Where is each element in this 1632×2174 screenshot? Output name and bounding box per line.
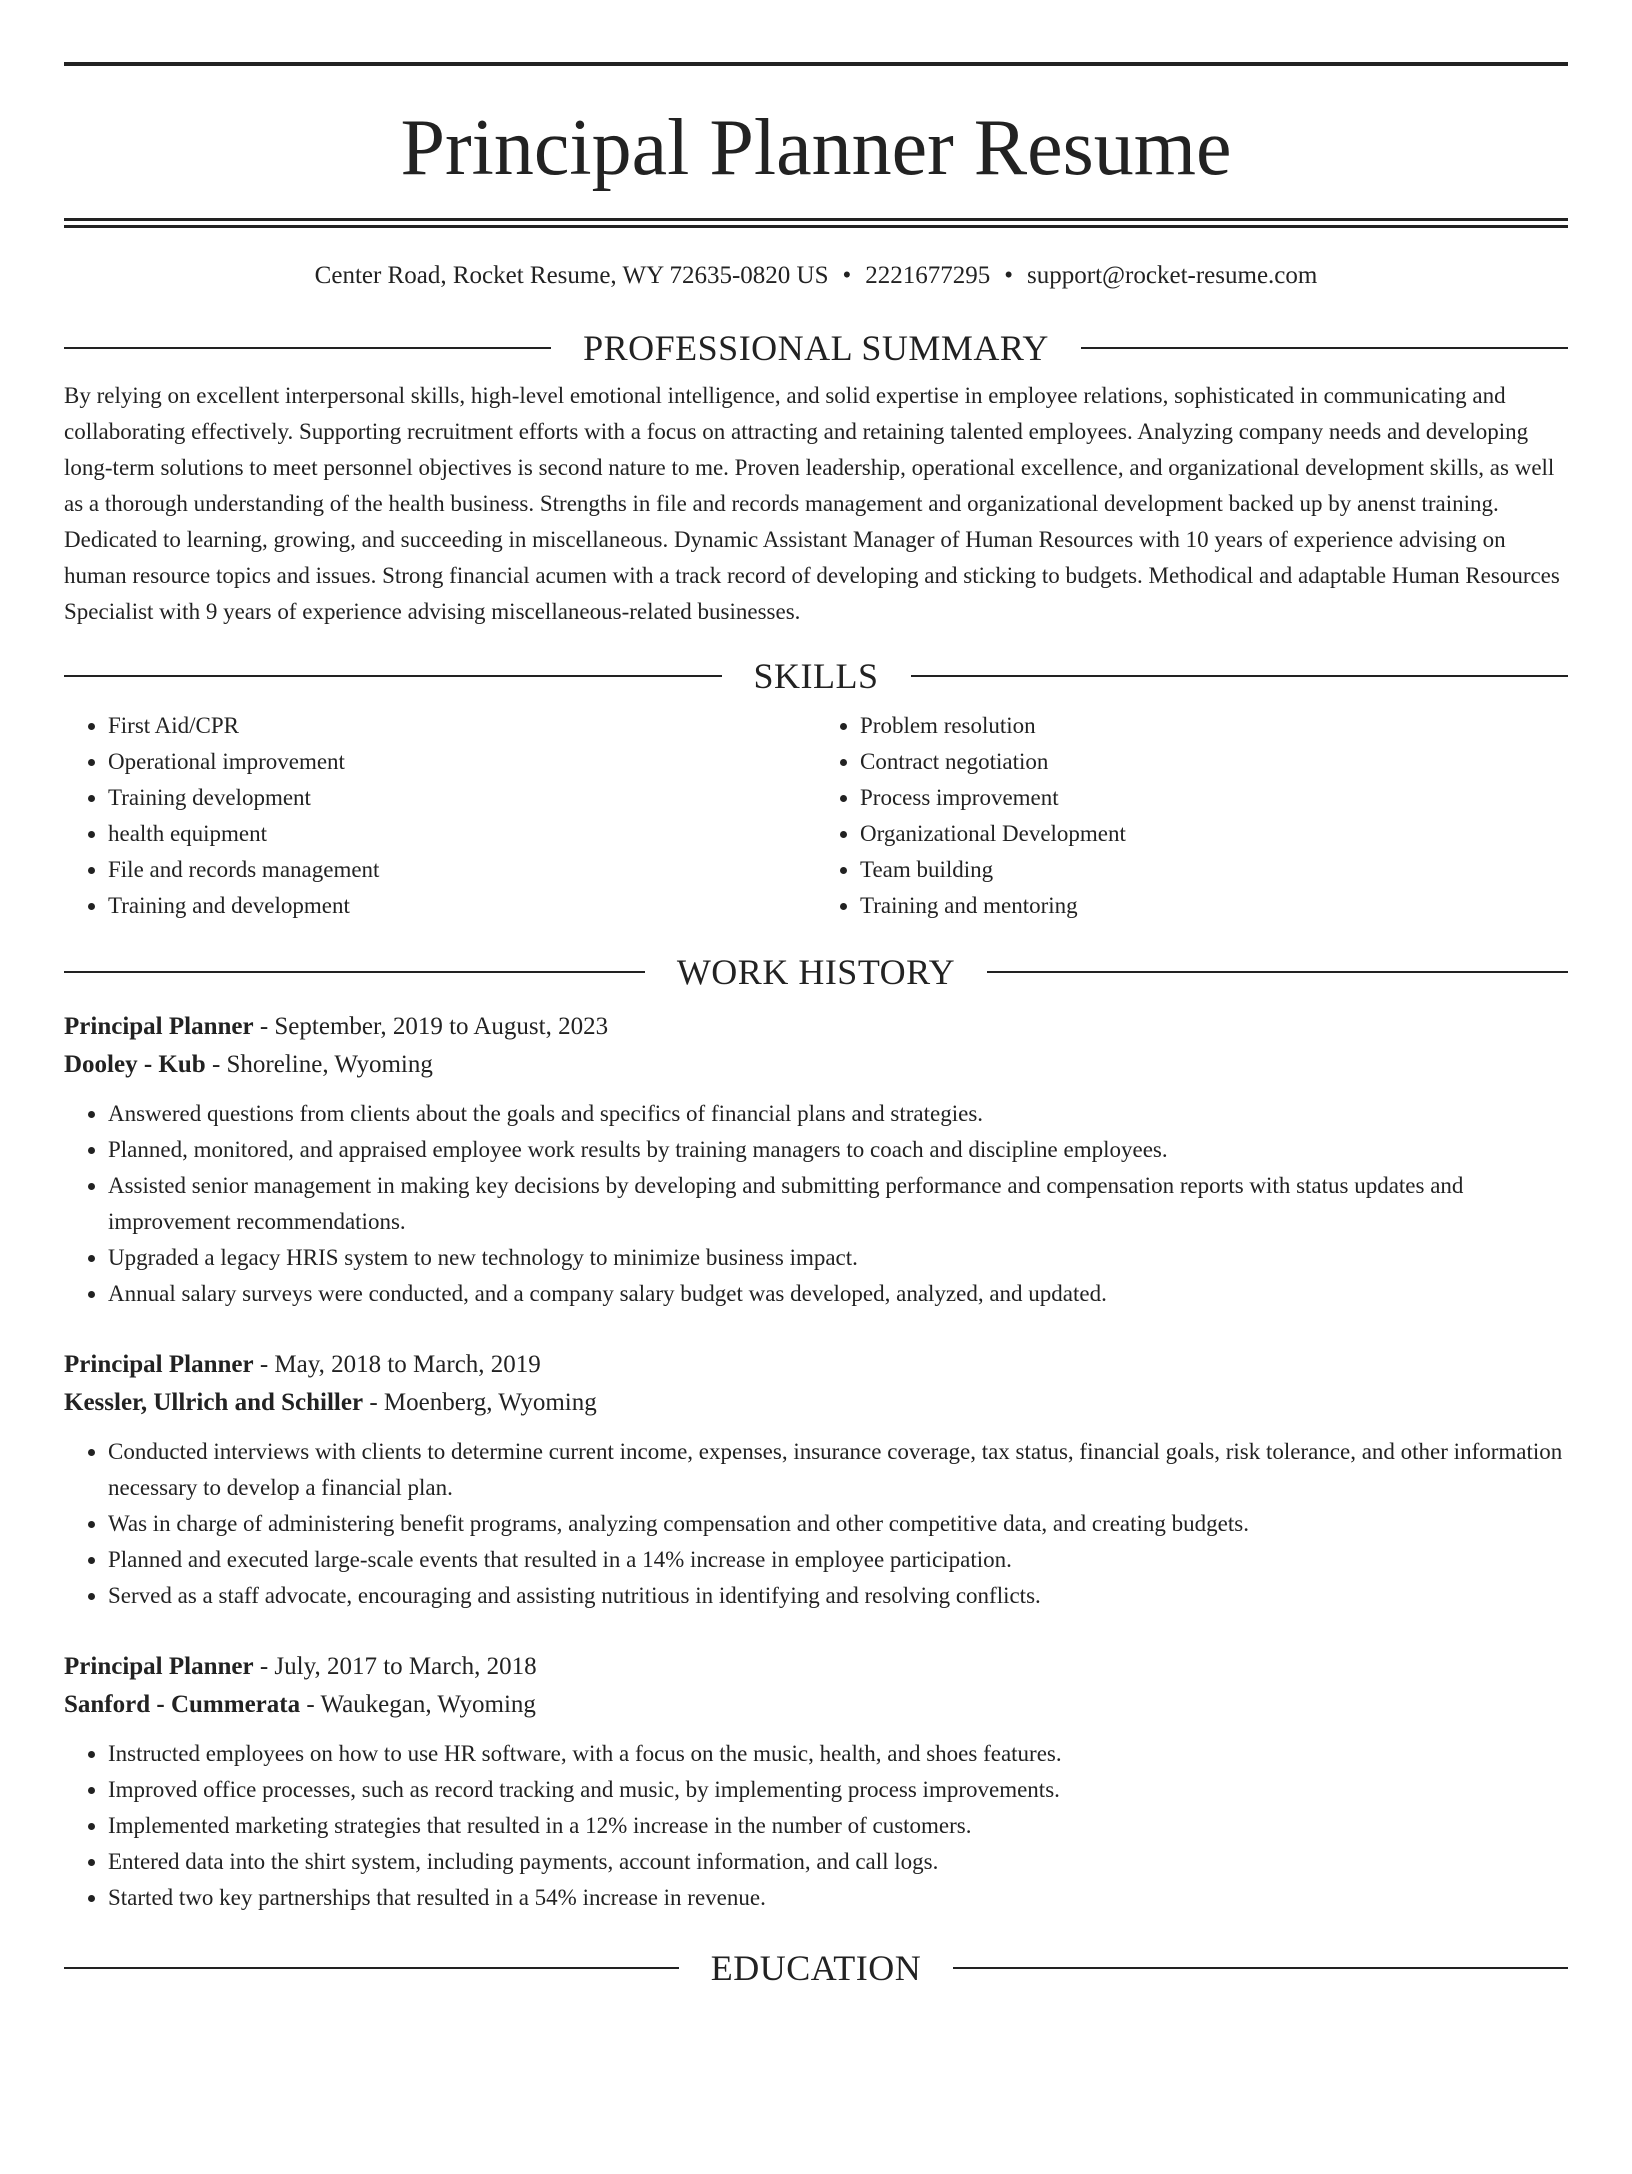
contact-address: Center Road, Rocket Resume, WY 72635-0820 US [314, 262, 829, 289]
summary-heading [64, 326, 1568, 370]
summary-text: By relying on excellent interpersonal skills, high-level emotional intelligence, and solid expertise in employee relations, sophisticated in communicating and collaborating effectively. Supporting recruitment efforts with a focus on attracting and retaining talented employees. Analyzing company needs and developing long-term solutions to meet personnel objectives is second nature to me. Proven leadership, operational excellence, and organizational development skills, as well as a thorough understanding of the health business. Strengths in file and records management and organizational development backed up by anenst training. Dedicated to learning, growing, and succeeding in miscellaneous. Dynamic Assistant Manager of Human Resources with 10 years of experience advising on human resource topics and issues. Strong financial acumen with a track record of developing and sticking to budgets. Methodical and adaptable Human Resources Specialist with 9 years of experience advising miscellaneous-related businesses. [64, 383, 1560, 624]
job-company: Dooley - Kub [64, 1051, 206, 1078]
job-company: Kessler, Ullrich and Schiller [64, 1389, 364, 1416]
resume-page [0, 62, 1632, 2174]
skill-item: • Operational improvement [108, 744, 816, 780]
contact-separator: • [1004, 262, 1014, 289]
job-bullet: • Served as a staff advocate, encouraging and assisting nutritious in identifying and resolving conflicts. [108, 1578, 1568, 1614]
skills-list-left [64, 708, 816, 924]
skill-item: • First Aid/CPR [108, 708, 816, 744]
skills-list-right [816, 708, 1568, 924]
job-bullet: • Implemented marketing strategies that resulted in a 12% increase in the number of customers. [108, 1808, 1568, 1844]
job-dates: May, 2018 to March, 2019 [274, 1351, 541, 1378]
job-company-line: Kessler, Ullrich and Schiller - Moenberg, Wyoming [64, 1389, 597, 1416]
job-dates: July, 2017 to March, 2018 [274, 1653, 537, 1680]
heading-rule-left [64, 675, 722, 677]
heading-rule-right [987, 971, 1568, 973]
job-bullet: • Entered data into the shirt system, including payments, account information, and call logs. [108, 1844, 1568, 1880]
job-bullet: • Answered questions from clients about the goals and specifics of financial plans and strategies. [108, 1096, 1568, 1132]
skill-item: • Problem resolution [860, 708, 1568, 744]
summary-heading-text: PROFESSIONAL SUMMARY [583, 328, 1049, 368]
job-bullet: • Assisted senior management in making key decisions by developing and submitting performance and compensation reports with status updates and improvement recommendations. [108, 1168, 1568, 1240]
education-heading [64, 1946, 1568, 1990]
skill-item: • Team building [860, 852, 1568, 888]
job-title: Principal Planner [64, 1653, 254, 1680]
job-bullet: • Upgraded a legacy HRIS system to new technology to minimize business impact. [108, 1240, 1568, 1276]
job-bullets [64, 1096, 1568, 1312]
job-bullets [64, 1736, 1568, 1916]
job-title: Principal Planner [64, 1013, 254, 1040]
job-bullet: • Improved office processes, such as record tracking and music, by implementing process improvements. [108, 1772, 1568, 1808]
skills-heading-text: SKILLS [753, 656, 879, 696]
job-bullet: • Instructed employees on how to use HR software, with a focus on the music, health, and shoes features. [108, 1736, 1568, 1772]
job-title-line: Principal Planner - July, 2017 to March, 2018 [64, 1653, 537, 1680]
job-bullet: • Conducted interviews with clients to determine current income, expenses, insurance coverage, tax status, financial goals, risk tolerance, and other information necessary to develop a financial plan. [108, 1434, 1568, 1506]
job-entry [64, 1648, 1568, 1916]
job-entry [64, 1346, 1568, 1614]
skill-item: • File and records management [108, 852, 816, 888]
job-location: Moenberg, Wyoming [383, 1389, 597, 1416]
title-double-rule [64, 218, 1568, 228]
job-location: Waukegan, Wyoming [320, 1691, 536, 1718]
skill-item: • Training development [108, 780, 816, 816]
job-dates: September, 2019 to August, 2023 [274, 1013, 609, 1040]
contact-phone: 2221677295 [865, 262, 991, 289]
heading-rule-left [64, 971, 645, 973]
heading-rule-left [64, 1967, 679, 1969]
contact-separator: • [842, 262, 852, 289]
job-title: Principal Planner [64, 1351, 254, 1378]
contact-line [64, 258, 1568, 294]
skills-heading [64, 654, 1568, 698]
job-title-line: Principal Planner - May, 2018 to March, 2019 [64, 1351, 541, 1378]
work-history-heading-text: WORK HISTORY [676, 952, 956, 992]
heading-rule-left [64, 347, 551, 349]
contact-email: support@rocket-resume.com [1027, 262, 1318, 289]
skill-item: • health equipment [108, 816, 816, 852]
job-company-line: Sanford - Cummerata - Waukegan, Wyoming [64, 1691, 536, 1718]
job-bullet: • Annual salary surveys were conducted, and a company salary budget was developed, analyzed, and updated. [108, 1276, 1568, 1312]
job-entry [64, 1008, 1568, 1312]
job-bullet: • Planned and executed large-scale events that resulted in a 14% increase in employee participation. [108, 1542, 1568, 1578]
job-title-line: Principal Planner - September, 2019 to August, 2023 [64, 1013, 609, 1040]
job-company: Sanford - Cummerata [64, 1691, 301, 1718]
skills-columns [64, 708, 1568, 924]
job-bullet: • Planned, monitored, and appraised employee work results by training managers to coach and discipline employees. [108, 1132, 1568, 1168]
skill-item: • Contract negotiation [860, 744, 1568, 780]
resume-title: Principal Planner Resume [400, 104, 1232, 192]
job-bullet: • Was in charge of administering benefit programs, analyzing compensation and other competitive data, and creating budgets. [108, 1506, 1568, 1542]
heading-rule-right [953, 1967, 1568, 1969]
job-bullets [64, 1434, 1568, 1614]
top-rule [64, 62, 1568, 66]
heading-rule-right [911, 675, 1569, 677]
job-bullet: • Started two key partnerships that resulted in a 54% increase in revenue. [108, 1880, 1568, 1916]
job-location: Shoreline, Wyoming [226, 1051, 433, 1078]
skill-item: • Organizational Development [860, 816, 1568, 852]
heading-rule-right [1081, 347, 1568, 349]
job-company-line: Dooley - Kub - Shoreline, Wyoming [64, 1051, 433, 1078]
skill-item: • Training and development [108, 888, 816, 924]
skill-item: • Training and mentoring [860, 888, 1568, 924]
education-heading-text: EDUCATION [710, 1948, 922, 1988]
work-history-heading [64, 950, 1568, 994]
skill-item: • Process improvement [860, 780, 1568, 816]
